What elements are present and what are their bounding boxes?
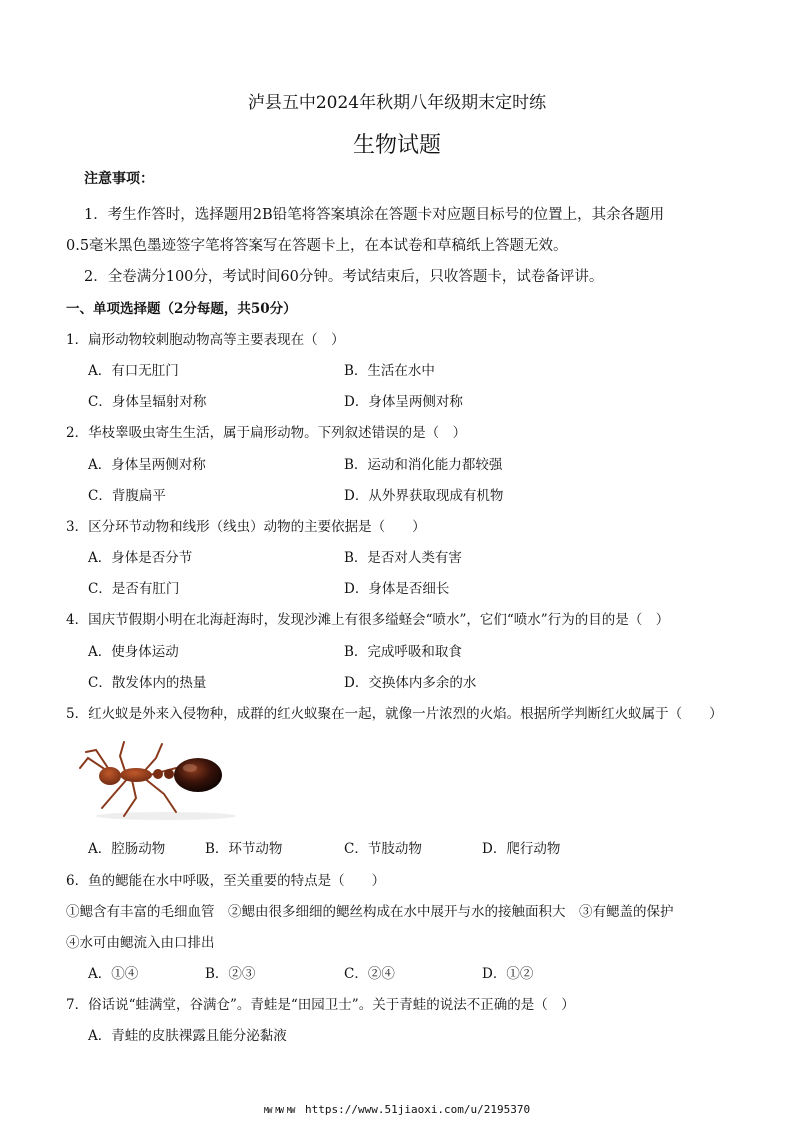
question-1-option-a: A．有口无肛门 (88, 363, 179, 379)
question-5-option-a: A．腔肠动物 (88, 841, 166, 857)
question-6-option-c: C．②④ (344, 966, 395, 982)
question-2-option-c: C．背腹扁平 (88, 488, 166, 504)
question-5-option-c: C．节肢动物 (344, 841, 422, 857)
question-6-option-a: A．①④ (88, 966, 139, 982)
question-3-option-b: B．是否对人类有害 (344, 550, 462, 566)
question-4-option-c: C．散发体内的热量 (88, 675, 207, 691)
question-6-option-b: B．②③ (205, 966, 256, 982)
footer-logo: MW MW MW (263, 1106, 295, 1115)
exam-subject: 生物试题 (352, 133, 441, 158)
question-1-option-b: B．生活在水中 (344, 363, 435, 379)
question-4-option-b: B．完成呼吸和取食 (344, 644, 462, 660)
footer-url-link[interactable]: https://www.51jiaoxi.com/u/2195370 (304, 1103, 531, 1116)
question-2-option-b: B．运动和消化能力都较强 (344, 457, 503, 473)
question-6-statements-line-2: ④水可由鳃流入由口排出 (66, 935, 215, 951)
fire-ant-image (66, 728, 246, 823)
question-2-stem: 2．华枝睾吸虫寄生生活，属于扁形动物。下列叙述错误的是（ ） (66, 425, 467, 441)
question-2-option-a: A．身体呈两侧对称 (88, 457, 206, 473)
question-1-option-c: C．身体呈辐射对称 (88, 394, 207, 410)
question-6-stem: 6．鱼的鳃能在水中呼吸，至关重要的特点是（ ） (66, 873, 386, 889)
question-5-stem: 5．红火蚁是外来入侵物种，成群的红火蚁聚在一起，就像一片浓烈的火焰。根据所学判断红火蚁属于（ ） (66, 706, 723, 722)
question-7-option-a: A．青蛙的皮肤裸露且能分泌黏液 (88, 1028, 287, 1044)
question-5-option-b: B．环节动物 (205, 841, 283, 857)
question-4-stem: 4．国庆节假期小明在北海赶海时，发现沙滩上有很多缢蛏会“喷水”，它们“喷水”行为的目的是（ ） (66, 612, 670, 628)
question-7-stem: 7．俗话说“蛙满堂，谷满仓”。青蛙是“田园卫士”。关于青蛙的说法不正确的是（ ） (66, 997, 575, 1013)
question-3-stem: 3．区分环节动物和线形（线虫）动物的主要依据是（ ） (66, 519, 426, 535)
question-5-option-d: D．爬行动物 (482, 841, 561, 857)
question-6-statements-line-1: ①鳃含有丰富的毛细血管 ②鳃由很多细细的鳃丝构成在水中展开与水的接触面积大 ③有鳃盖的保护 (66, 904, 674, 920)
question-1-option-d: D．身体呈两侧对称 (344, 394, 463, 410)
question-6-option-d: D．①② (482, 966, 534, 982)
question-3-option-c: C．是否有肛门 (88, 581, 180, 597)
question-3-option-d: D．身体是否细长 (344, 581, 450, 597)
question-3-option-a: A．身体是否分节 (88, 550, 193, 566)
footer (0, 1103, 794, 1116)
notice-heading: 注意事项： (84, 171, 154, 187)
notice-item-1-line-1: 1．考生作答时，选择题用2B铅笔将答案填涂在答题卡对应题目标号的位置上，其余各题用 (84, 207, 665, 223)
question-1-stem: 1．扁形动物较刺胞动物高等主要表现在（ ） (66, 332, 345, 348)
question-4-option-d: D．交换体内多余的水 (344, 675, 477, 691)
question-4-option-a: A．使身体运动 (88, 644, 179, 660)
notice-item-2: 2．全卷满分100分，考试时间60分钟。考试结束后，只收答题卡，试卷备评讲。 (84, 269, 604, 285)
section-heading: 一、单项选择题（2分每题，共50分） (66, 301, 297, 317)
question-2-option-d: D．从外界获取现成有机物 (344, 488, 504, 504)
exam-title: 泸县五中2024年秋期八年级期末定时练 (247, 93, 547, 113)
notice-item-1-line-2: 0.5毫米黑色墨迹签字笔将答案写在答题卡上，在本试卷和草稿纸上答题无效。 (66, 238, 568, 254)
